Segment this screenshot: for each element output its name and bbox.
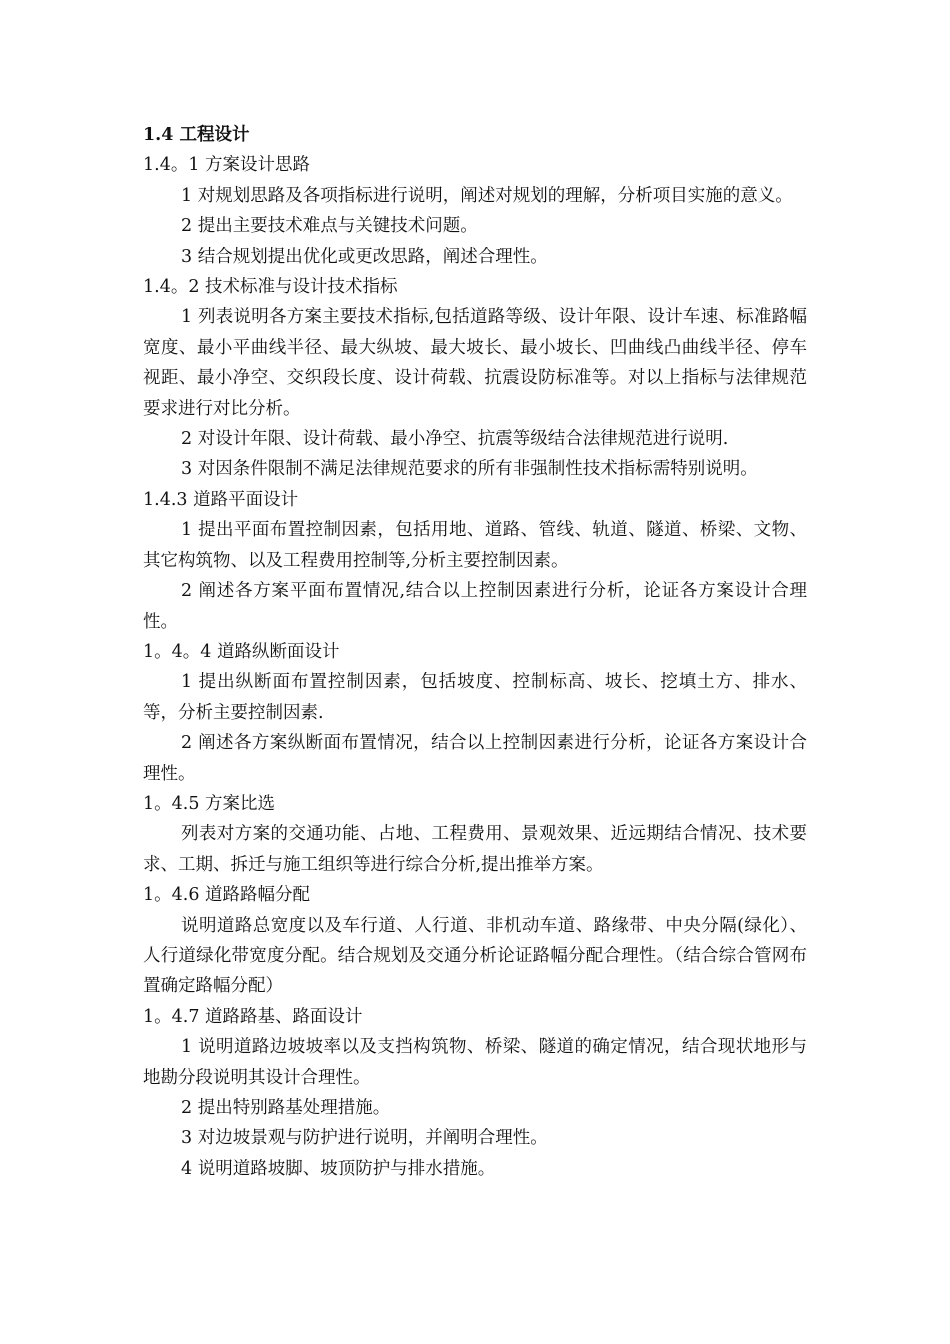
paragraph: 1 说明道路边坡坡率以及支挡构筑物、桥梁、隧道的确定情况，结合现状地形与地勘分段说明其设计合理性。 [143,1037,807,1088]
subsection-heading-1-4-4: 1。4。4 道路纵断面设计 [143,641,340,662]
paragraph: 说明道路总宽度以及车行道、人行道、非机动车道、路缘带、中央分隔(绿化）、人行道绿化带宽度分配。结合规划及交通分析论证路幅分配合理性。（结合综合管网布置确定路幅分配） [143,915,807,997]
paragraph: 列表对方案的交通功能、占地、工程费用、景观效果、近远期结合情况、技术要求、工期、拆迁与施工组织等进行综合分析,提出推举方案。 [143,824,807,875]
paragraph: 2 阐述各方案纵断面布置情况，结合以上控制因素进行分析，论证各方案设计合理性。 [143,733,807,784]
paragraph: 1 对规划思路及各项指标进行说明，阐述对规划的理解，分析项目实施的意义。 [181,185,793,206]
paragraph: 1 提出平面布置控制因素，包括用地、道路、管线、轨道、隧道、桥梁、文物、其它构筑物、以及工程费用控制等,分析主要控制因素。 [143,520,807,571]
paragraph: 2 对设计年限、设计荷载、最小净空、抗震等级结合法律规范进行说明. [181,429,729,450]
section-title: 1.4 工程设计 [143,125,250,145]
subsection-heading-1-4-6: 1。4.6 道路路幅分配 [143,885,311,906]
paragraph: 2 阐述各方案平面布置情况,结合以上控制因素进行分析，论证各方案设计合理性。 [143,581,807,632]
paragraph: 2 提出主要技术难点与关键技术问题。 [181,216,478,237]
subsection-heading-1-4-1: 1.4。1 方案设计思路 [143,155,311,176]
subsection-heading-1-4-5: 1。4.5 方案比选 [143,793,276,814]
paragraph: 2 提出特别路基处理措施。 [181,1098,391,1118]
paragraph: 1 提出纵断面布置控制因素，包括坡度、控制标高、坡长、挖填土方、排水、等，分析主要控制因素. [143,672,807,723]
document-body [143,120,807,1184]
paragraph: 3 对因条件限制不满足法律规范要求的所有非强制性技术指标需特别说明。 [181,459,758,480]
subsection-heading-1-4-3: 1.4.3 道路平面设计 [143,489,299,510]
subsection-heading-1-4-2: 1.4。2 技术标准与设计技术指标 [143,277,398,298]
paragraph: 4 说明道路坡脚、坡顶防护与排水措施。 [181,1158,496,1179]
paragraph: 3 结合规划提出优化或更改思路，阐述合理性。 [181,246,548,267]
paragraph: 1 列表说明各方案主要技术指标,包括道路等级、设计年限、设计车速、标准路幅宽度、最小平曲线半径、最大纵坡、最大坡长、最小坡长、凹曲线凸曲线半径、停车视距、最小净空、交织段长度、设计荷载、抗震设防标准等。对以上指标与法律规范要求进行对比分析。 [143,307,807,419]
paragraph: 3 对边坡景观与防护进行说明，并阐明合理性。 [181,1128,548,1149]
subsection-heading-1-4-7: 1。4.7 道路路基、路面设计 [143,1006,363,1027]
